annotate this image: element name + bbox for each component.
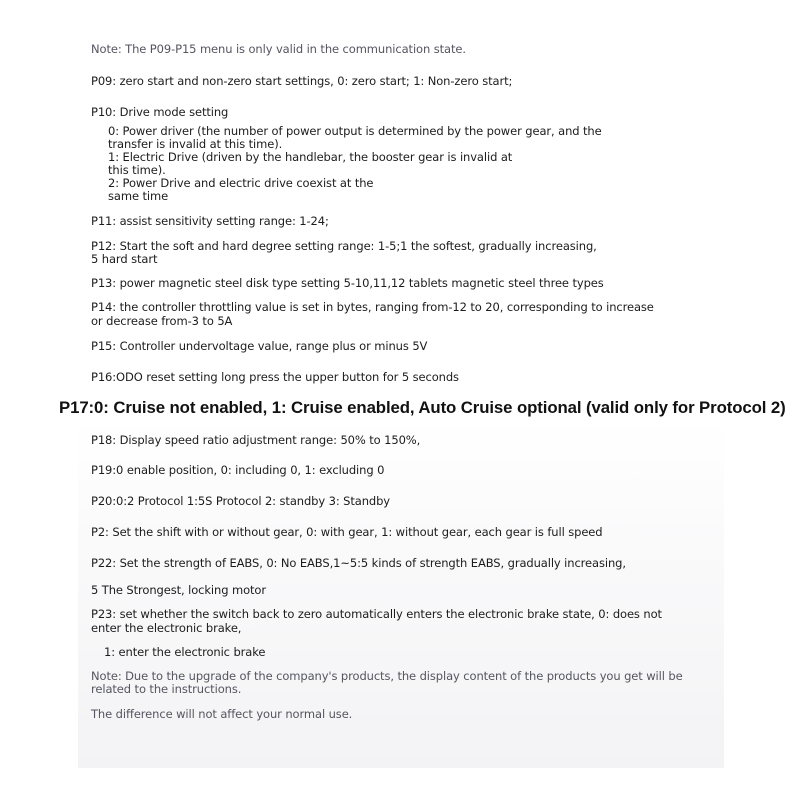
param-p14-line: or decrease from-3 to 5A (91, 314, 233, 328)
param-p22-line: P22: Set the strength of EABS, 0: No EABS,1~5:5 kinds of strength EABS, gradually increasing, (91, 556, 626, 570)
param-p16: P16:ODO reset setting long press the upper button for 5 seconds (91, 370, 459, 384)
param-p23-line: enter the electronic brake, (91, 621, 242, 635)
param-p13: P13: power magnetic steel disk type setting 5-10,11,12 tablets magnetic steel three types (91, 276, 604, 290)
note-upgrade-line: Note: Due to the upgrade of the company's products, the display content of the products you get will be (91, 669, 683, 683)
param-p18: P18: Display speed ratio adjustment range: 50% to 150%, (91, 433, 421, 447)
param-p23-line: 1: enter the electronic brake (104, 645, 266, 659)
param-p11: P11: assist sensitivity setting range: 1-24; (91, 214, 329, 228)
param-p10-line: same time (108, 189, 169, 203)
param-p10-line: transfer is invalid at this time). (108, 137, 283, 151)
param-p23-line: P23: set whether the switch back to zero automatically enters the electronic brake state, 0: does not (91, 607, 662, 621)
param-p12-line: 5 hard start (91, 252, 158, 266)
param-p15: P15: Controller undervoltage value, range plus or minus 5V (91, 339, 428, 353)
param-p14-line: P14: the controller throttling value is set in bytes, ranging from-12 to 20, corresponding to increase (91, 300, 654, 314)
param-p10-line: 2: Power Drive and electric drive coexist at the (108, 176, 374, 190)
note-communication-state: Note: The P09-P15 menu is only valid in the communication state. (91, 42, 466, 56)
param-p19: P19:0 enable position, 0: including 0, 1: excluding 0 (91, 463, 385, 477)
param-p2: P2: Set the shift with or without gear, 0: with gear, 1: without gear, each gear is full speed (91, 525, 603, 539)
param-p10-line: 0: Power driver (the number of power output is determined by the power gear, and the (108, 124, 602, 138)
param-p10-title: P10: Drive mode setting (91, 105, 229, 119)
param-p20: P20:0:2 Protocol 1:5S Protocol 2: standby 3: Standby (91, 494, 391, 508)
param-p12-line: P12: Start the soft and hard degree setting range: 1-5;1 the softest, gradually increasing, (91, 239, 597, 253)
param-p09: P09: zero start and non-zero start settings, 0: zero start; 1: Non-zero start; (91, 74, 513, 88)
param-p10-line: 1: Electric Drive (driven by the handlebar, the booster gear is invalid at (108, 150, 513, 164)
param-p17-heading: P17:0: Cruise not enabled, 1: Cruise enabled, Auto Cruise optional (valid only for Protocol 2) (59, 398, 786, 417)
note-upgrade-line: The difference will not affect your normal use. (91, 707, 353, 721)
param-p22-line: 5 The Strongest, locking motor (91, 583, 266, 597)
param-p10-line: this time). (108, 163, 166, 177)
note-upgrade-line: related to the instructions. (91, 682, 242, 696)
manual-page-top (78, 0, 800, 392)
